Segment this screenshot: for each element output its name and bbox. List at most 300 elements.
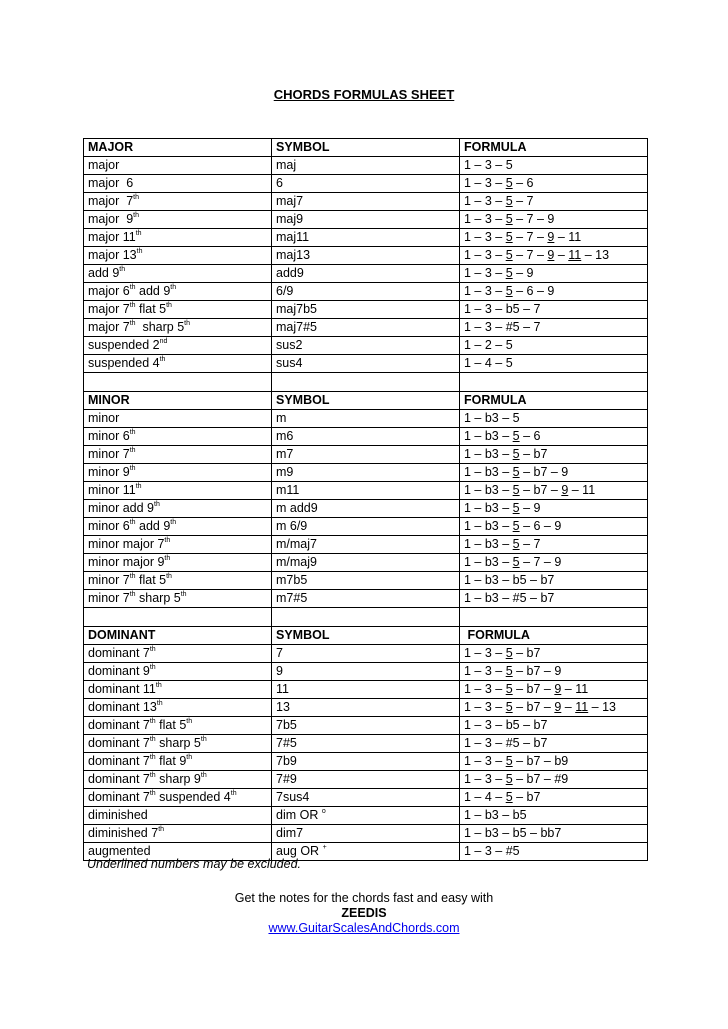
formula-header: FORMULA: [460, 392, 648, 410]
chord-formula: [460, 645, 648, 663]
chord-formula: [460, 590, 648, 608]
chord-symbol: 7#5: [272, 735, 460, 753]
text-segment: 1 – b3 –: [464, 447, 513, 461]
optional-degree: 9: [554, 700, 562, 714]
superscript: th: [186, 718, 193, 725]
chord-formula: [460, 355, 648, 373]
chord-symbol: 7b5: [272, 717, 460, 735]
chord-name: [84, 446, 272, 464]
chord-symbol: 7b9: [272, 753, 460, 771]
text-segment: dominant 7: [88, 718, 150, 732]
chord-row: [84, 825, 648, 843]
chord-symbol: 7sus4: [272, 789, 460, 807]
superscript: th: [129, 573, 136, 580]
text-segment: 1 – 3 –: [464, 284, 506, 298]
text-segment: 1 – 3 –: [464, 682, 506, 696]
optional-degree: 11: [568, 248, 582, 262]
chord-name: [84, 482, 272, 500]
chord-row: [84, 319, 648, 337]
optional-degree: 5: [512, 501, 520, 515]
chord-row: [84, 735, 648, 753]
chord-formula: [460, 663, 648, 681]
text-segment: sharp 5: [155, 736, 201, 750]
text-segment: – b7 –: [519, 483, 562, 497]
text-segment: 1 – b3 –: [464, 555, 513, 569]
spacer-row: [84, 373, 648, 392]
chord-name: [84, 735, 272, 753]
chord-formula: [460, 301, 648, 319]
superscript: th: [230, 790, 237, 797]
optional-degree: 5: [505, 266, 513, 280]
superscript: th: [186, 754, 193, 761]
text-segment: major 9: [88, 212, 134, 226]
superscript: th: [149, 664, 156, 671]
superscript: th: [154, 501, 160, 508]
chord-formula: [460, 446, 648, 464]
text-segment: 1 – 3 – #5: [464, 844, 520, 858]
chord-formula: [460, 681, 648, 699]
chord-formulas-table: [83, 138, 648, 861]
superscript: th: [184, 320, 191, 327]
chord-symbol: m7#5: [272, 590, 460, 608]
text-segment: 1 – b3 –: [464, 519, 513, 533]
text-segment: minor 6: [88, 429, 130, 443]
chord-symbol: 7#9: [272, 771, 460, 789]
text-segment: 1 – 3 –: [464, 194, 506, 208]
symbol-header: SYMBOL: [272, 139, 460, 157]
text-segment: dim OR: [276, 808, 322, 822]
chord-name: [84, 807, 272, 825]
text-segment: minor: [88, 411, 120, 425]
chord-name: [84, 518, 272, 536]
text-segment: minor 7: [88, 573, 130, 587]
chord-row: [84, 572, 648, 590]
text-segment: 1 – 4 –: [464, 790, 506, 804]
optional-degree: 5: [512, 519, 520, 533]
chord-symbol: sus4: [272, 355, 460, 373]
text-segment: add 9: [88, 266, 120, 280]
chord-row: [84, 554, 648, 572]
chord-symbol: maj7#5: [272, 319, 460, 337]
text-segment: add 9: [135, 519, 171, 533]
superscript: th: [129, 302, 136, 309]
text-segment: – b7 –: [512, 682, 555, 696]
superscript: th: [149, 772, 156, 779]
chord-row: [84, 753, 648, 771]
text-segment: major: [88, 158, 120, 172]
superscript: o: [321, 808, 326, 815]
text-segment: 1 – b3 –: [464, 483, 513, 497]
text-segment: sharp 9: [155, 772, 201, 786]
superscript: th: [155, 682, 162, 689]
chord-row: [84, 193, 648, 211]
superscript: th: [129, 465, 136, 472]
chord-symbol: m/maj9: [272, 554, 460, 572]
chord-name: [84, 355, 272, 373]
chord-name: [84, 771, 272, 789]
section-title: DOMINANT: [84, 627, 272, 645]
chord-row: [84, 446, 648, 464]
superscript: th: [149, 646, 156, 653]
chord-formula: [460, 554, 648, 572]
chord-name: [84, 337, 272, 355]
chord-name: [84, 699, 272, 717]
chord-symbol: 6/9: [272, 283, 460, 301]
superscript: th: [164, 537, 171, 544]
chord-row: [84, 175, 648, 193]
chord-row: [84, 157, 648, 175]
chord-row: [84, 229, 648, 247]
text-segment: suspended 4: [155, 790, 231, 804]
optional-degree: 5: [505, 230, 513, 244]
superscript: th: [135, 483, 142, 490]
text-segment: flat 9: [155, 754, 187, 768]
text-segment: – b7 – 9: [512, 664, 562, 678]
text-segment: – 9: [512, 266, 534, 280]
text-segment: 1 – 3 –: [464, 772, 506, 786]
text-segment: dominant 7: [88, 772, 150, 786]
chord-symbol: m7: [272, 446, 460, 464]
optional-degree: 5: [512, 447, 520, 461]
chord-name: [84, 211, 272, 229]
text-segment: diminished: [88, 808, 148, 822]
text-segment: 1 – 3 – #5 – b7: [464, 736, 548, 750]
chord-formula: [460, 735, 648, 753]
chord-row: [84, 410, 648, 428]
text-segment: dominant 11: [88, 682, 156, 696]
chord-name: [84, 663, 272, 681]
optional-degree: 9: [547, 230, 555, 244]
text-segment: flat 5: [135, 573, 167, 587]
chord-name: [84, 428, 272, 446]
text-segment: dominant 7: [88, 736, 150, 750]
text-segment: 1 – b3 –: [464, 465, 513, 479]
optional-degree: 5: [505, 176, 513, 190]
optional-degree: 5: [505, 212, 513, 226]
text-segment: suspended 4: [88, 356, 160, 370]
chord-formula: [460, 319, 648, 337]
superscript: th: [156, 700, 163, 707]
chord-formula: [460, 843, 648, 861]
chord-symbol: add9: [272, 265, 460, 283]
chord-row: [84, 717, 648, 735]
chord-symbol: 9: [272, 663, 460, 681]
section-title: MAJOR: [84, 139, 272, 157]
chord-formula: [460, 229, 648, 247]
superscript: th: [149, 754, 156, 761]
chord-name: [84, 500, 272, 518]
text-segment: 1 – b3 – #5 – b7: [464, 591, 555, 605]
text-segment: – 13: [581, 248, 610, 262]
text-segment: 1 – 3 –: [464, 266, 506, 280]
chord-name: [84, 681, 272, 699]
text-segment: – 7: [512, 194, 534, 208]
text-segment: 1 – 3 –: [464, 700, 506, 714]
text-segment: – 7 – 9: [519, 555, 562, 569]
text-segment: 1 – b3 – b5: [464, 808, 527, 822]
symbol-header: SYMBOL: [272, 392, 460, 410]
chord-name: [84, 193, 272, 211]
text-segment: minor major 9: [88, 555, 165, 569]
text-segment: – b7 –: [512, 700, 555, 714]
footer-website-link[interactable]: www.GuitarScalesAndChords.com: [268, 921, 460, 935]
superscript: th: [129, 447, 136, 454]
page-title: CHORDS FORMULAS SHEET: [273, 87, 455, 102]
text-segment: – 11: [561, 682, 589, 696]
text-segment: aug OR: [276, 844, 323, 858]
optional-degree: 5: [505, 682, 513, 696]
chord-row: [84, 337, 648, 355]
text-segment: sharp 5: [135, 320, 185, 334]
optional-degree: 5: [512, 483, 520, 497]
text-segment: 1 – b3 –: [464, 501, 513, 515]
text-segment: 1 – b3 –: [464, 429, 513, 443]
chord-name: [84, 301, 272, 319]
optional-degree: 5: [505, 646, 513, 660]
footer-promo-text: Get the notes for the chords fast and easy with: [234, 891, 494, 905]
text-segment: minor 7: [88, 447, 130, 461]
chord-row: [84, 211, 648, 229]
chord-formula: [460, 807, 648, 825]
chord-symbol: [272, 807, 460, 825]
chord-symbol: maj: [272, 157, 460, 175]
chord-name: [84, 229, 272, 247]
chord-formula: [460, 536, 648, 554]
chord-row: [84, 247, 648, 265]
text-segment: – 6 – 9: [519, 519, 562, 533]
text-segment: dominant 9: [88, 664, 150, 678]
chord-row: [84, 681, 648, 699]
spacer-cell: [84, 373, 272, 392]
chord-name: [84, 825, 272, 843]
spacer-row: [84, 608, 648, 627]
chord-row: [84, 789, 648, 807]
chord-name: [84, 554, 272, 572]
superscript: th: [200, 772, 207, 779]
text-segment: major 7: [88, 194, 134, 208]
chord-symbol: m 6/9: [272, 518, 460, 536]
text-segment: 1 – 3 –: [464, 248, 506, 262]
spacer-cell: [460, 608, 648, 627]
chord-formulas-table-body: [84, 139, 648, 861]
chord-formula: [460, 518, 648, 536]
superscript: th: [129, 284, 136, 291]
text-segment: major 6: [88, 284, 130, 298]
text-segment: minor add 9: [88, 501, 155, 515]
chord-symbol: m7b5: [272, 572, 460, 590]
optional-degree: 5: [505, 664, 513, 678]
section-title: MINOR: [84, 392, 272, 410]
text-segment: minor major 7: [88, 537, 165, 551]
chord-symbol: dim7: [272, 825, 460, 843]
text-segment: diminished 7: [88, 826, 159, 840]
optional-degree: 5: [505, 790, 513, 804]
chord-row: [84, 518, 648, 536]
text-segment: – b7 – #9: [512, 772, 569, 786]
text-segment: – 6 – 9: [512, 284, 555, 298]
text-segment: 1 – 3 – b5 – b7: [464, 718, 548, 732]
text-segment: major 6: [88, 176, 134, 190]
chord-symbol: m11: [272, 482, 460, 500]
chord-row: [84, 663, 648, 681]
formula-header: FORMULA: [460, 139, 648, 157]
spacer-cell: [460, 373, 648, 392]
chord-name: [84, 464, 272, 482]
optional-degree: 5: [505, 772, 513, 786]
spacer-cell: [272, 608, 460, 627]
text-segment: major 7: [88, 302, 130, 316]
superscript: th: [133, 194, 139, 201]
text-segment: minor 7: [88, 591, 130, 605]
text-segment: –: [561, 700, 576, 714]
text-segment: – b7: [512, 790, 541, 804]
chord-formula: [460, 699, 648, 717]
footer-brand: ZEEDIS: [341, 906, 387, 920]
chord-symbol: maj13: [272, 247, 460, 265]
superscript: th: [170, 519, 177, 526]
chord-row: [84, 355, 648, 373]
text-segment: 1 – b3 – b5 – b7: [464, 573, 555, 587]
chord-name: [84, 753, 272, 771]
chord-row: [84, 464, 648, 482]
chord-row: [84, 428, 648, 446]
optional-degree: 5: [512, 429, 520, 443]
superscript: th: [158, 826, 165, 833]
chord-formula: [460, 193, 648, 211]
text-segment: add 9: [135, 284, 171, 298]
chord-formula: [460, 175, 648, 193]
chord-name: [84, 789, 272, 807]
underline-note: Underlined numbers may be excluded.: [87, 857, 302, 871]
text-segment: 1 – 3 –: [464, 646, 506, 660]
text-segment: – 13: [588, 700, 617, 714]
superscript: th: [149, 736, 156, 743]
text-segment: minor 9: [88, 465, 130, 479]
superscript: th: [149, 718, 156, 725]
text-segment: 1 – 2 – 5: [464, 338, 513, 352]
chord-formula: [460, 247, 648, 265]
chord-formula: [460, 789, 648, 807]
text-segment: – 6: [519, 429, 541, 443]
chord-row: [84, 265, 648, 283]
superscript: th: [135, 230, 142, 237]
chord-formula: [460, 482, 648, 500]
formula-header: FORMULA: [460, 627, 648, 645]
chord-formula: [460, 211, 648, 229]
optional-degree: 9: [554, 682, 562, 696]
text-segment: – b7: [519, 447, 548, 461]
chord-symbol: maj7: [272, 193, 460, 211]
text-segment: dominant 13: [88, 700, 157, 714]
chord-symbol: 11: [272, 681, 460, 699]
chord-row: [84, 590, 648, 608]
superscript: nd: [159, 338, 168, 345]
text-segment: – b7 – b9: [512, 754, 569, 768]
text-segment: 1 – 3 –: [464, 754, 506, 768]
section-header-row: [84, 139, 648, 157]
chord-name: [84, 536, 272, 554]
superscript: th: [129, 591, 136, 598]
superscript: th: [164, 555, 171, 562]
text-segment: flat 5: [155, 718, 187, 732]
chord-symbol: m6: [272, 428, 460, 446]
chord-row: [84, 807, 648, 825]
optional-degree: 5: [512, 555, 520, 569]
chord-name: [84, 645, 272, 663]
chord-name: [84, 572, 272, 590]
superscript: th: [129, 320, 136, 327]
section-header-row: [84, 392, 648, 410]
chord-name: [84, 590, 272, 608]
chord-name: [84, 283, 272, 301]
chord-formula: [460, 771, 648, 789]
text-segment: 1 – 3 –: [464, 230, 506, 244]
text-segment: 1 – 3 – b5 – 7: [464, 302, 541, 316]
text-segment: 1 – 3 – #5 – 7: [464, 320, 541, 334]
text-segment: 1 – 3 –: [464, 664, 506, 678]
optional-degree: 11: [575, 700, 589, 714]
text-segment: suspended 2: [88, 338, 160, 352]
superscript: th: [180, 591, 187, 598]
chord-row: [84, 482, 648, 500]
text-segment: 1 – 4 – 5: [464, 356, 513, 370]
chord-name: [84, 265, 272, 283]
chord-name: [84, 717, 272, 735]
text-segment: – b7 – 9: [519, 465, 569, 479]
superscript: th: [119, 266, 126, 273]
spacer-cell: [84, 608, 272, 627]
text-segment: –: [554, 248, 569, 262]
chord-row: [84, 301, 648, 319]
chord-row: [84, 699, 648, 717]
text-segment: dominant 7: [88, 754, 150, 768]
section-header-row: [84, 627, 648, 645]
text-segment: – 7 –: [512, 248, 548, 262]
spacer-cell: [272, 373, 460, 392]
text-segment: – b7: [512, 646, 541, 660]
chord-row: [84, 536, 648, 554]
chord-row: [84, 500, 648, 518]
text-segment: 1 – b3 –: [464, 537, 513, 551]
chord-symbol: m add9: [272, 500, 460, 518]
superscript: +: [322, 844, 327, 851]
chord-row: [84, 645, 648, 663]
chord-symbol: m/maj7: [272, 536, 460, 554]
superscript: th: [133, 212, 139, 219]
optional-degree: 5: [512, 537, 520, 551]
chord-symbol: m9: [272, 464, 460, 482]
chord-formula: [460, 464, 648, 482]
chord-formula: [460, 572, 648, 590]
text-segment: dominant 7: [88, 646, 150, 660]
chord-row: [84, 771, 648, 789]
chord-symbol: maj11: [272, 229, 460, 247]
chord-formula: [460, 157, 648, 175]
superscript: th: [166, 573, 172, 580]
optional-degree: 5: [505, 248, 513, 262]
text-segment: flat 5: [135, 302, 167, 316]
optional-degree: 5: [505, 754, 513, 768]
text-segment: – 7 –: [512, 230, 548, 244]
text-segment: major 13: [88, 248, 137, 262]
superscript: th: [149, 790, 156, 797]
text-segment: major 11: [88, 230, 136, 244]
chord-name: [84, 319, 272, 337]
text-segment: major 7: [88, 320, 130, 334]
chord-formula: [460, 500, 648, 518]
chord-formula: [460, 717, 648, 735]
text-segment: – 7 – 9: [512, 212, 555, 226]
